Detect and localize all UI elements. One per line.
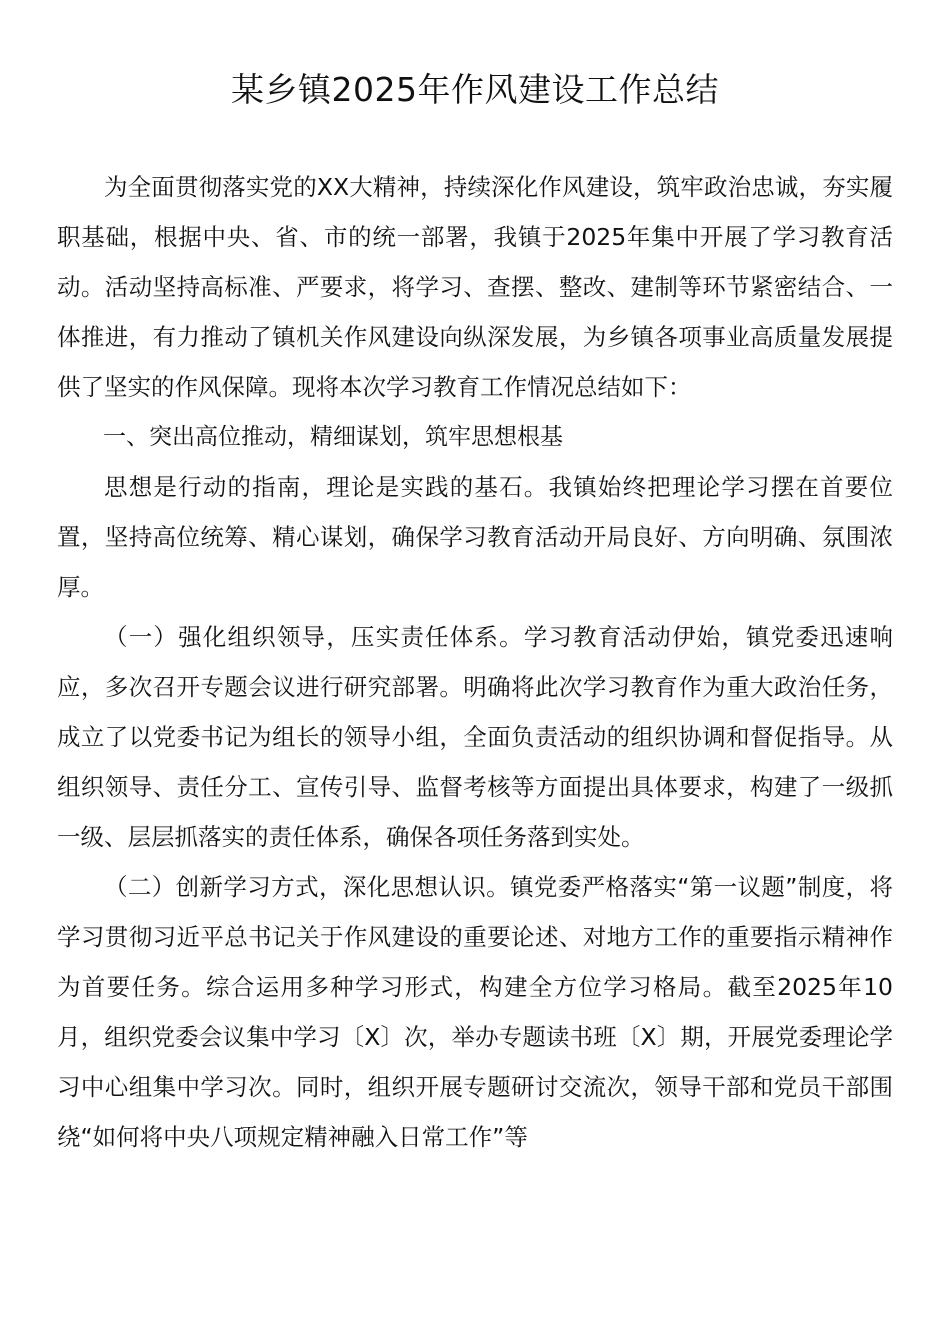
document-title: 某乡镇2025年作风建设工作总结 xyxy=(231,70,719,109)
subsection-2-paragraph: （二）创新学习方式，深化思想认识。镇党委严格落实“第一议题”制度，将学习贯彻习近平总书记关于作风建设的重要论述、对地方工作的重要指示精神作为首要任务。综合运用多种学习形式，构建全方位学习格局。截至2025年10月，组织党委会议集中学习〔X〕次，举办专题读书班〔X〕期，开展党委理论学习中心组集中学习次。同时，组织开展专题研讨交流次，领导干部和党员干部围绕“如何将中央八项规定精神融入日常工作”等 xyxy=(57,873,893,1151)
section-heading-1: 一、突出高位推动，精细谋划，筑牢思想根基 xyxy=(103,424,563,450)
intro-paragraph: 为全面贯彻落实党的XX大精神，持续深化作风建设，筑牢政治忠诚，夯实履职基础，根据中央、省、市的统一部署，我镇于2025年集中开展了学习教育活动。活动坚持高标准、严要求，将学习、查摆、整改、建制等环节紧密结合、一体推进，有力推动了镇机关作风建设向纵深发展，为乡镇各项事业高质量发展提供了坚实的作风保障。现将本次学习教育工作情况总结如下： xyxy=(57,173,893,401)
subsection-1-paragraph: （一）强化组织领导，压实责任体系。学习教育活动伊始，镇党委迅速响应，多次召开专题会议进行研究部署。明确将此次学习教育作为重大政治任务，成立了以党委书记为组长的领导小组，全面负责活动的组织协调和督促指导。从组织领导、责任分工、宣传引导、监督考核等方面提出具体要求，构建了一级抓一级、层层抓落实的责任体系，确保各项任务落到实处。 xyxy=(57,623,893,851)
document-body xyxy=(57,162,893,1162)
section-1-paragraph: 思想是行动的指南，理论是实践的基石。我镇始终把理论学习摆在首要位置，坚持高位统筹、精心谋划，确保学习教育活动开局良好、方向明确、氛围浓厚。 xyxy=(57,473,893,601)
